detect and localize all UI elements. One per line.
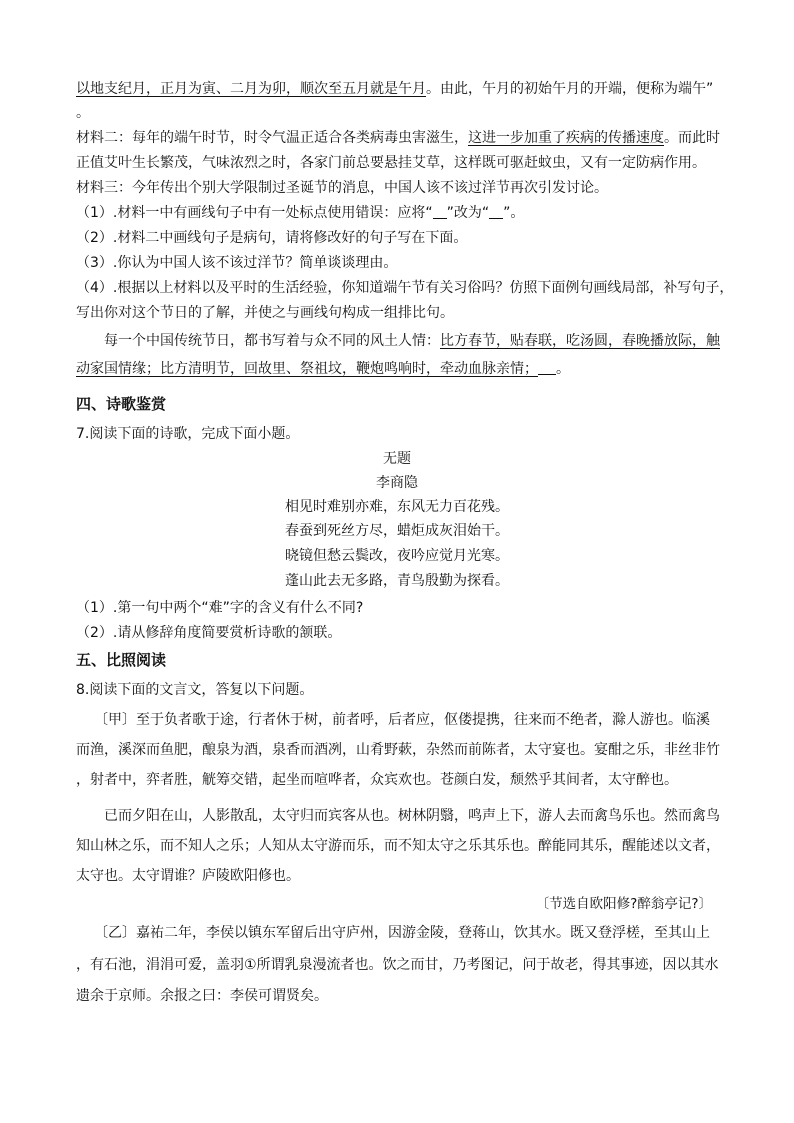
q1-text-a: （1）.材料一中有画线句子中有一处标点使用错误：应将“ bbox=[76, 205, 433, 221]
material1-line1 bbox=[76, 78, 726, 100]
question-2: （2）.材料二中画线句子是病句，请将修改好的句子写在下面。 bbox=[76, 230, 468, 246]
passage-source: 〔节选自欧阳修?醉翁亭记?〕 bbox=[535, 896, 712, 912]
example-underlined-1: 比方春节，贴春联，吃汤圆，春晚播放际，触 bbox=[440, 333, 720, 349]
passage-jia-line: 已而夕阳在山，人影散乱，太守归而宾客从也。树林阴翳，鸣声上下，游人去而禽鸟乐也。然而禽鸟 bbox=[104, 808, 720, 824]
example-underlined-2: 动家国情缘；比方清明节，回故里、祭祖坟，鞭炮鸣响时，牵动血脉亲情； bbox=[76, 361, 538, 377]
material2-underlined: 这进一步加重了疾病的传播速度 bbox=[468, 130, 664, 146]
poem-line: 相见时难别亦难，东风无力百花残。 bbox=[285, 499, 509, 515]
question-8: 8.阅读下面的文言文，答复以下问题。 bbox=[76, 682, 314, 698]
passage-jia-line: 而渔，溪深而鱼肥，酿泉为酒，泉香而酒冽，山肴野蔌，杂然而前陈者，太守宴也。宴酣之乐，非丝非竹 bbox=[76, 742, 720, 758]
section-heading-comparative: 五、比照阅读 bbox=[76, 651, 167, 669]
passage-jia-line: 太守也。太守谓谁？庐陵欧阳修也。 bbox=[76, 868, 300, 884]
q1-text-b: ”改为“ bbox=[446, 205, 490, 221]
question-7-1: （1）.第一句中两个“难”字的含义有什么不同? bbox=[76, 600, 364, 616]
passage-jia-line: ，射者中，弈者胜，觥筹交错，起坐而喧哗者，众宾欢也。苍颜白发，颓然乎其间者，太守醉也。 bbox=[76, 772, 678, 788]
material1-underlined: 以地支纪月，正月为寅、二月为卯，顺次至五月就是午月 bbox=[76, 81, 426, 97]
material2-line2: 正值艾叶生长繁茂，气味浓烈之时，各家门前总要悬挂艾草，这样既可驱赶蚊虫，又有一定防病作用。 bbox=[76, 155, 706, 171]
material1-rest: 。由此，午月的初始午月的开端，便称为端午” bbox=[426, 81, 714, 97]
poem-author: 李商隐 bbox=[376, 475, 418, 491]
poem-line: 蓬山此去无多路，青鸟殷勤为探看。 bbox=[285, 573, 509, 589]
material3-line: 材料三：今年传出个别大学限制过圣诞节的消息，中国人该不该过洋节再次引发讨论。 bbox=[76, 180, 608, 196]
answer-blank bbox=[538, 360, 556, 375]
question-4-line2: 写出你对这个节日的了解，并使之与画线句构成一组排比句。 bbox=[76, 305, 454, 321]
passage-jia-line: 知山林之乐，而不知人之乐；人知从太守游而乐，而不知太守之乐其乐也。醉能同其乐，醒能述以文者， bbox=[76, 838, 720, 854]
answer-blank bbox=[433, 204, 447, 219]
example-end: 。 bbox=[556, 361, 570, 377]
question-7: 7.阅读下面的诗歌，完成下面小题。 bbox=[76, 426, 300, 442]
example-line2 bbox=[76, 358, 726, 380]
q1-text-c: ”。 bbox=[503, 205, 525, 221]
section-heading-poetry: 四、诗歌鉴赏 bbox=[76, 395, 167, 413]
material2-line1 bbox=[76, 127, 726, 149]
question-3: （3）.你认为中国人该不该过洋节？简单谈谈理由。 bbox=[76, 255, 398, 271]
poem-line: 春蚕到死丝方尽，蜡炬成灰泪始干。 bbox=[285, 523, 509, 539]
poem-title: 无题 bbox=[383, 451, 411, 467]
material2-text-a: 材料二：每年的端午时节，时令气温正适合各类病毒虫害滋生， bbox=[76, 130, 468, 146]
answer-blank bbox=[489, 204, 503, 219]
poem-line: 晓镜但愁云鬓改，夜吟应觉月光寒。 bbox=[285, 548, 509, 564]
question-4-line1: （4）.根据以上材料以及平时的生活经验，你知道端午节有关习俗吗？仿照下面例句画线局部，补写句子， bbox=[76, 280, 734, 296]
question-7-2: （2）.请从修辞角度简要赏析诗歌的颔联。 bbox=[76, 625, 342, 641]
example-line1 bbox=[104, 330, 724, 352]
passage-yi-line: 〔乙〕嘉祐二年，李侯以镇东军留后出守庐州，因游金陵，登蒋山，饮其水。既又登浮槎，至其山上 bbox=[94, 925, 710, 941]
material1-line2: 。 bbox=[76, 105, 90, 121]
question-1 bbox=[76, 202, 726, 224]
example-text: 每一个中国传统节日，都书写着与众不同的风土人情： bbox=[104, 333, 440, 349]
passage-yi-line: ，有石池，涓涓可爱，盖羽①所谓乳泉漫流者也。饮之而甘，乃考图记，问于故老，得其事迹，因以其水 bbox=[76, 957, 719, 973]
passage-jia-line: 〔甲〕至于负者歌于途，行者休于树，前者呼，后者应，伛偻提携，往来而不绝者，滁人游也。临溪 bbox=[94, 712, 710, 728]
passage-yi-line: 遗余于京师。余报之曰：李侯可谓贤矣。 bbox=[76, 988, 328, 1004]
material2-text-b: 。而此时 bbox=[664, 130, 720, 146]
